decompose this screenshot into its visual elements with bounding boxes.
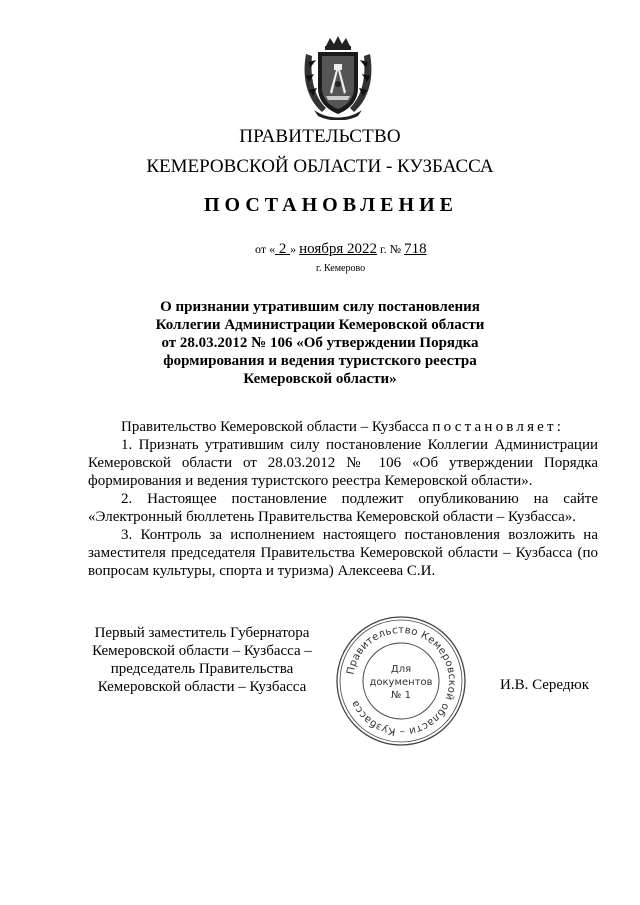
svg-text:документов: документов — [369, 677, 433, 688]
signer-position-line: Первый заместитель Губернатора — [94, 625, 310, 641]
city: г. Кемерово — [316, 263, 366, 274]
signer-position-line: председатель Правительства — [110, 661, 294, 677]
date-number-line — [255, 241, 427, 258]
date-mid: » — [290, 242, 300, 256]
body-intro-resolves: постановляет: — [432, 419, 565, 435]
body-intro — [88, 418, 598, 436]
body-paragraph-2: 2. Настоящее постановление подлежит опубликованию на сайте «Электронный бюллетень Правительства Кемеровской области – Кузбасса». — [88, 491, 598, 525]
issuer-line-1: ПРАВИТЕЛЬСТВО — [239, 126, 401, 147]
subject-line: Коллегии Администрации Кемеровской области — [155, 317, 485, 333]
subject-line: Кемеровской области» — [243, 371, 397, 387]
signer-position-line: Кемеровской области – Кузбасса — [97, 679, 307, 695]
date-day: 2 — [275, 241, 291, 257]
issuer-line-2: КЕМЕРОВСКОЙ ОБЛАСТИ - КУЗБАССА — [146, 156, 494, 177]
document-subject — [150, 298, 490, 388]
official-stamp-icon — [334, 614, 468, 748]
svg-text:Для: Для — [390, 664, 412, 675]
signer-position-line: Кемеровской области – Кузбасса – — [92, 643, 312, 659]
date-year-suffix: г. № — [377, 242, 402, 256]
signer-position — [86, 624, 318, 696]
document-title: ПОСТАНОВЛЕНИЕ — [204, 194, 458, 216]
document-number: 718 — [404, 241, 427, 257]
body-paragraph-1: 1. Признать утратившим силу постановление Коллегии Администрации Кемеровской области от 28.03.2012 № 106 «Об утверждении Порядка формирования и ведения туристского реестра Кемеровской области». — [88, 437, 598, 489]
signer-name: И.В. Середюк — [500, 677, 590, 693]
coat-of-arms-icon — [300, 36, 376, 120]
subject-line: формирования и ведения туристского реестра — [163, 353, 477, 369]
date-prefix: от « — [255, 242, 276, 256]
body-paragraph-3: 3. Контроль за исполнением настоящего постановления возложить на заместителя председателя Правительства Кемеровской области – Кузбасса (по вопросам культуры, спорта и туризма) Алексеева С.И. — [88, 527, 598, 579]
document-body — [88, 418, 598, 580]
subject-line: О признании утратившим силу постановления — [160, 299, 480, 315]
svg-text:Правительство Кемеровской обла: Правительство Кемеровской области – Кузбасса — [345, 624, 458, 738]
date-month-year: ноября 2022 — [299, 241, 378, 257]
subject-line: от 28.03.2012 № 106 «Об утверждении Порядка — [161, 335, 479, 351]
body-intro-text: Правительство Кемеровской области – Кузбасса — [121, 419, 433, 435]
svg-text:№ 1: № 1 — [391, 690, 411, 701]
